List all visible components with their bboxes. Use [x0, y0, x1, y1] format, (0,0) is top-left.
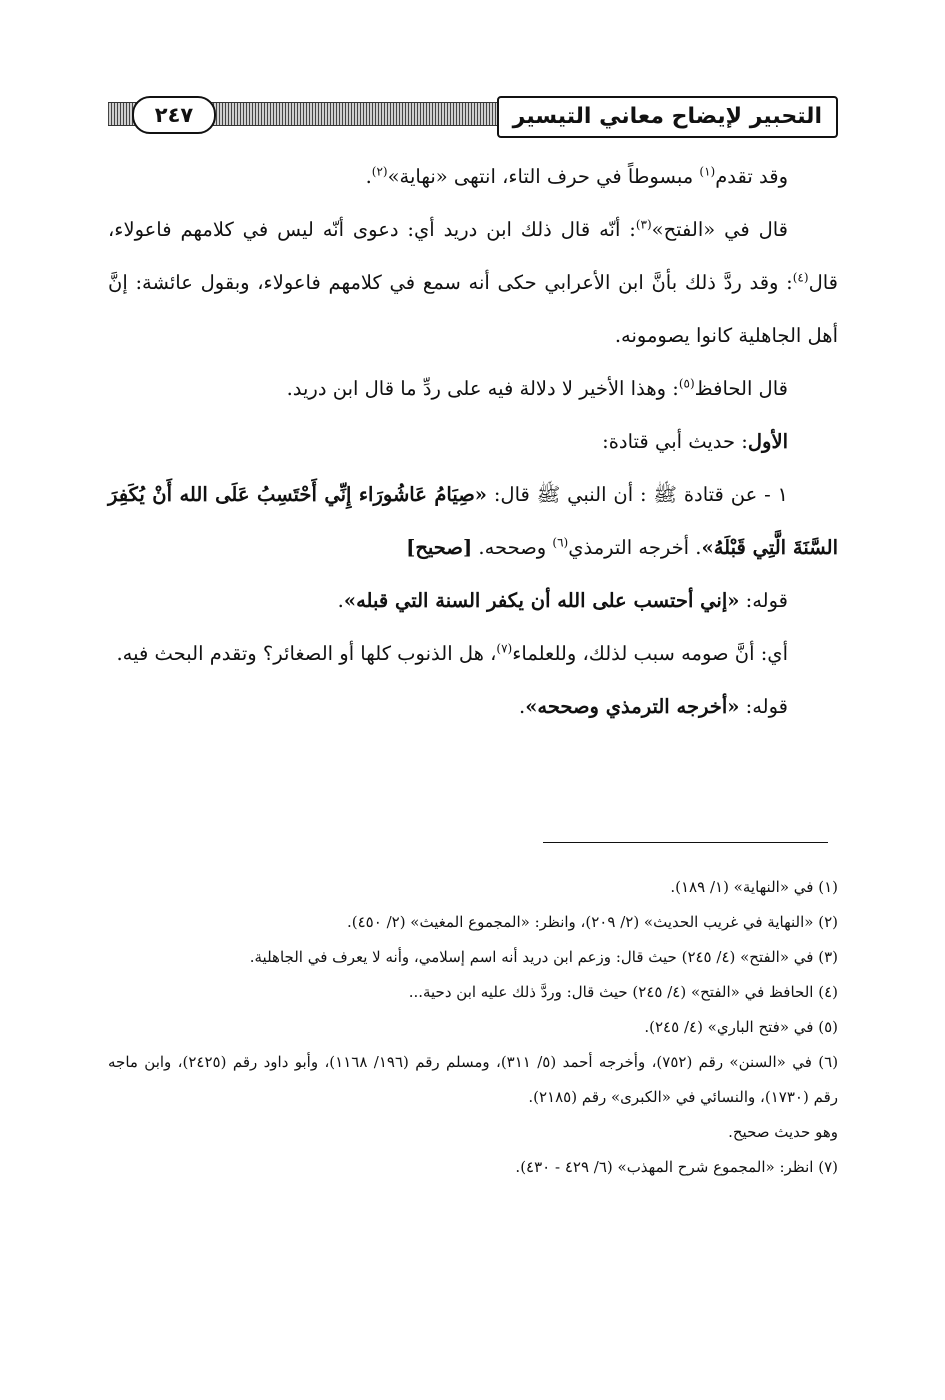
footnote: وهو حديث صحيح. — [728, 1123, 838, 1141]
text: . أخرجه الترمذي — [568, 536, 702, 559]
text: قال في «الفتح» — [651, 218, 788, 241]
text: : أنّه قال ذلك ابن دريد أي: دعوى أنّه ليس في كلامهم فاعولاء، قال — [108, 218, 838, 294]
footnote-ref: (٥) — [678, 376, 695, 391]
paragraph — [108, 574, 838, 627]
text: . — [365, 165, 372, 188]
grade-label: [صحيح] — [406, 536, 473, 559]
text: أي: أنَّ صومه سبب لذلك، وللعلماء — [512, 642, 788, 665]
text: وقد تقدم — [715, 165, 788, 188]
paragraph — [108, 627, 838, 680]
quote-text: «إني أحتسب على الله أن يكفر السنة التي قبله» — [343, 589, 740, 612]
text: مبسوطاً في حرف التاء، انتهى «نهاية» — [387, 165, 700, 188]
book-title: التحبير لإيضاح معاني التيسير — [497, 96, 838, 138]
footnote-ref: (٣) — [635, 217, 652, 232]
text: ، هل الذنوب كلها أو الصغائر؟ وتقدم البحث فيه. — [116, 642, 497, 665]
footnote: (٧) انظر: «المجموع شرح المهذب» (٦/ ٤٢٩ - ٤٣٠). — [515, 1158, 838, 1176]
hadith-text: «صِيَامُ عَاشُورَاء إِنِّي أَحْتَسِبُ عَلَى الله أَنْ يُكَفِرَ السَّنَةَ الَّتِي قَبْلَهُ» — [108, 483, 838, 559]
text: قال الحافظ — [694, 377, 788, 400]
footnote-ref: (٤) — [792, 270, 809, 285]
footnote-ref: (١) — [699, 164, 716, 179]
text: . — [337, 589, 344, 612]
quote-text: «أخرجه الترمذي وصححه» — [525, 695, 740, 718]
footnote: (٦) في «السنن» رقم (٧٥٢)، وأخرجه أحمد (٥/ ٣١١)، ومسلم رقم (١٩٦/ ١١٦٨)، وأبو داود رقم (٢٤٢٥)، وابن ماجه رقم (١٧٣٠)، والنسائي في «الكبرى» رقم (٢١٨٥). — [108, 1053, 839, 1106]
footnote: (٤) الحافظ في «الفتح» (٤/ ٢٤٥) حيث قال: وردَّ ذلك عليه ابن دحية... — [408, 983, 838, 1001]
main-text — [108, 150, 838, 733]
footnote: (١) في «النهاية» (١/ ١٨٩). — [670, 878, 838, 896]
text: : وقد ردَّ ذلك بأنَّ ابن الأعرابي حكى أنه سمع في كلامهم فاعولاء، وبقول عائشة: إنَّ أهل الجاهلية كانوا يصومونه. — [108, 271, 838, 347]
footnote-divider — [543, 842, 828, 843]
text: قوله: — [739, 695, 788, 718]
paragraph — [108, 362, 838, 415]
footnote-ref: (٦) — [552, 535, 569, 550]
text: ١ - عن قتادة ﷺ : أن النبي ﷺ قال: — [486, 483, 789, 506]
page-number: ٢٤٧ — [132, 96, 216, 134]
paragraph — [108, 680, 838, 733]
hadith-paragraph — [108, 468, 838, 574]
paragraph — [108, 203, 838, 362]
paragraph — [108, 150, 838, 203]
footnote-ref: (٧) — [496, 641, 513, 656]
text: : وهذا الأخير لا دلالة فيه على ردِّ ما قال ابن دريد. — [286, 377, 679, 400]
footnote: (٢) «النهاية في غريب الحديث» (٢/ ٢٠٩)، وانظر: «المجموع المغيث» (٢/ ٤٥٠). — [347, 913, 838, 931]
text: : حديث أبي قتادة: — [602, 430, 748, 453]
section-heading — [108, 415, 838, 468]
text: وصححه. — [472, 536, 553, 559]
footnote: (٥) في «فتح الباري» (٤/ ٢٤٥). — [644, 1018, 838, 1036]
page-header — [108, 96, 838, 142]
heading-label: الأول — [747, 430, 788, 453]
text: قوله: — [739, 589, 788, 612]
footnote-ref: (٢) — [371, 164, 388, 179]
footnote: (٣) في «الفتح» (٤/ ٢٤٥) حيث قال: وزعم ابن دريد أنه اسم إسلامي، وأنه لا يعرف في الجاهلية. — [249, 948, 838, 966]
text: . — [518, 695, 526, 718]
footnotes — [108, 870, 838, 1185]
